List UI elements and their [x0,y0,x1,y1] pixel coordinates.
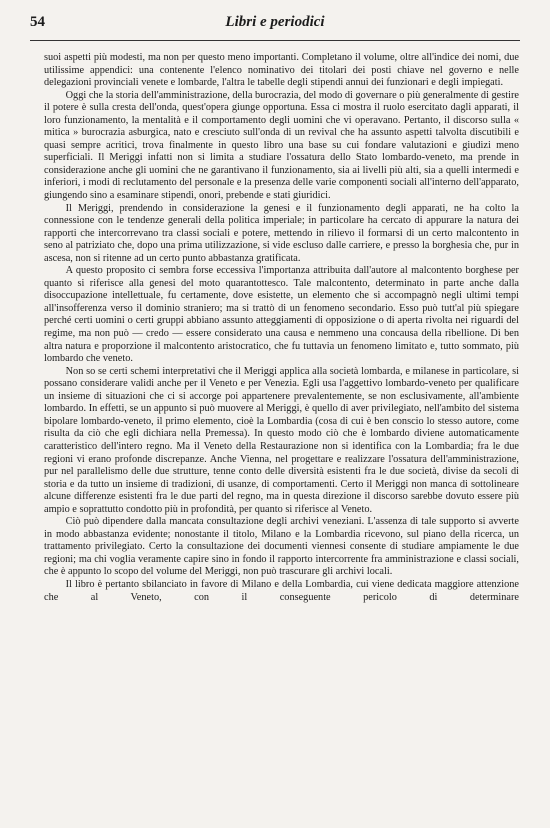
paragraph: Il libro è pertanto sbilanciato in favore di Milano e della Lombardia, cui viene dedicata maggiore attenzione che al Veneto, con il conseguente pericolo di determinare [44,578,519,603]
running-head: Libri e periodici [225,14,325,30]
paragraph: suoi aspetti più modesti, ma non per questo meno importanti. Completano il volume, oltre all'indice dei nomi, due utilissime appendici: una contenente l'elenco nominativo dei titolari dei posti chiave nel governo e nelle delegazioni provinciali venete e lombarde, l'altra le tabelle degli stipendi annui dei funzionari e degli impiegati. [44,52,519,89]
paragraph: Ciò può dipendere dalla mancata consultazione degli archivi veneziani. L'assenza di tale supporto si avverte in modo abbastanza evidente; nonostante il titolo, Milano e la Lombardia ricevono, sul piano della ricerca, un trattamento privilegiato. Certo la consultazione dei documenti viennesi consente di studiare ampiamente le due regioni; ma chi voglia veramente capire sino in fondo il rapporto intercorrente fra amministrazione e classi sociali, che è appunto lo scopo del volume del Meriggi, non può trascurare gli archivi locali. [44,516,519,578]
paragraph: Oggi che la storia dell'amministrazione, della burocrazia, del modo di governare o più generalmente di gestire il potere è sulla cresta dell'onda, quest'opera giunge opportuna. Essa ci mostra il ruolo esercitato dagli apparati, il loro funzionamento, la mentalità e il comportamento degli uomini che vi operavano. Pertanto, il discorso sulla « mitica » burocrazia asburgica, nato e cresciuto sull'onda di un revival che ha assunto aspetti talvolta discutibili e quasi sempre acritici, trova finalmente in questo libro una base su cui fondare valutazioni e giudizi meno superficiali. Il Meriggi infatti non si limita a studiare l'ossatura dello Stato lombardo-veneto, ma prende in considerazione anche gli uomini che ne garantivano il funzionamento, sia ai livelli più alti, sia a quelli intermedi e inferiori, i modi di reclutamento del personale e la presenza delle varie componenti sociali all'interno dell'apparato, giungendo sino a esaminare stipendi, onori, prebende e stati giuridici. [44,89,519,202]
paragraph: Non so se certi schemi interpretativi che il Meriggi applica alla società lombarda, e milanese in particolare, si possano considerare validi anche per il Veneto e per Venezia. Egli usa l'aggettivo lombardo-veneto per qualificare un insieme di situazioni che ci si accorge poi appartenere prevalentemente, se non esclusivamente, all'ambiente lombardo. In effetti, se un appunto si può muovere al Meriggi, è quello di aver privilegiato, nell'ambito del sistema bipolare lombardo-veneto, il primo elemento, cioè la Lombardia (cosa di cui è ben conscio lo stesso autore, come risulta da ciò che egli dichiara nella Premessa). In questo modo ciò che è lombardo diviene automaticamente caratteristico dell'intero regno. Ma il Veneto della Restaurazione non si identifica con la Lombardia; fra le due regioni vi erano profonde discrepanze. Anche Vienna, nel progettare e realizzare l'ossatura dell'amministrazione, pur nel parallelismo delle due strutture, tenne conto delle diversità esistenti fra le due società, divise da secoli di storia e da tutto un insieme di tradizioni, di usanze, di comportamenti. Certo il Meriggi non manca di sottolineare alcune differenze esistenti fra le due parti del regno, ma in questa direzione il discorso sarebbe dovuto essere più ampio e soprattutto condotto più in profondità, per quanto si riferisce al Veneto. [44,365,519,515]
page-number: 54 [30,14,45,30]
paragraph: A questo proposito ci sembra forse eccessiva l'importanza attribuita dall'autore al malcontento borghese per quanto si riferisce alla genesi del moto quarantottesco. Tale malcontento, determinato in parte anche dalla disoccupazione intellettuale, fu certamente, dove esistette, un elemento che si accompagnò negli ultimi tempi all'insofferenza verso il dominio straniero; ma si trattò di un fenomeno secondario. Esso può tutt'al più spiegare perché certi uomini o certi gruppi abbiano assunto atteggiamenti di opposizione o di aperta rivolta nei riguardi del regime, ma non può — credo — essere considerato una causa e nemmeno una concausa della ribellione. Di ben altra natura e proporzione il malcontento aristocratico, che fu tuttavia un fenomeno limitato e, tutto sommato, più lombardo che veneto. [44,265,519,365]
body-text [44,52,519,604]
paragraph: Il Meriggi, prendendo in considerazione la genesi e il funzionamento degli apparati, ne ha colto la connessione con le tendenze generali della politica imperiale; in particolare ha cercato di appurare la natura dei rapporti che intercorrevano tra classi sociali e potere, mettendo in rilievo il formarsi di un certo malcontento in seno al patriziato che, dopo una prima utilizzazione, si vide escluso dalle carriere, e presso la borghesia che, pur in ascesa, non si ritenne ad un certo punto abbastanza gratificata. [44,202,519,264]
page-header [30,14,520,41]
